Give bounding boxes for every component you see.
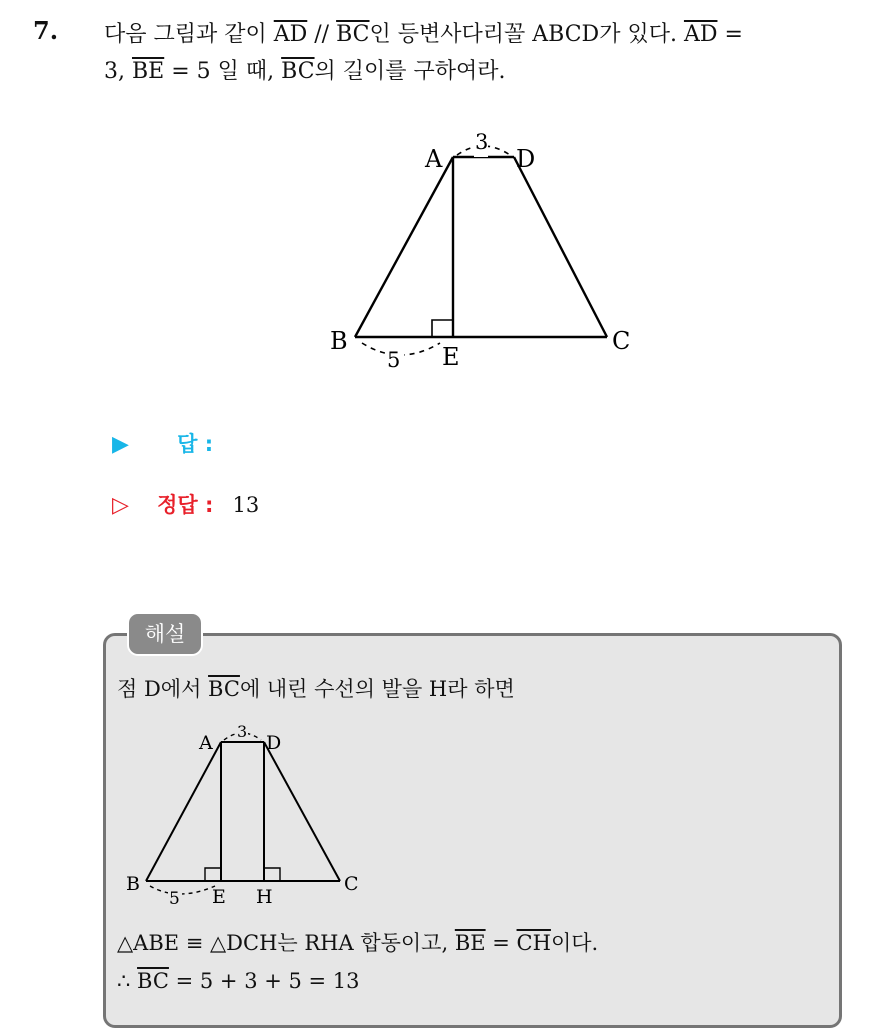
problem-number: 7. bbox=[33, 16, 59, 45]
solution-line-2: △ABE ≡ △DCH는 RHA 합동이고, $\overline{BE} = \overline{CH}$이다. bbox=[117, 931, 599, 955]
length-ad: 3 bbox=[237, 722, 248, 741]
label-c: C bbox=[612, 327, 631, 355]
problem-line-1: 다음 그림과 같이 $\overline{AD} // \overline{BC}$인 등변사다리꼴 ABCD가 있다. $\overline{AD}$ = bbox=[104, 22, 743, 47]
solution-segment-ch: $\overline{CH}$ bbox=[516, 931, 551, 955]
segment-be: $\overline{BE}$ bbox=[131, 59, 165, 84]
correct-answer-row bbox=[112, 489, 259, 519]
side-ab bbox=[146, 742, 221, 881]
right-angle-mark-h bbox=[264, 868, 280, 881]
label-a: A bbox=[199, 732, 213, 754]
answer-arrow-icon: ▶ bbox=[112, 432, 129, 457]
side-dc bbox=[264, 742, 340, 881]
segment-ad-2: $\overline{AD}$ bbox=[683, 22, 718, 47]
problem-line-2: 3, $\overline{BE} = 5$ 일 때, $\overline{BC}$의 길이를 구하여라. bbox=[104, 59, 506, 84]
label-e: E bbox=[442, 343, 460, 371]
label-a: A bbox=[425, 145, 443, 173]
segment-ad: $\overline{AD}$ bbox=[273, 22, 308, 47]
solution-line-3: ∴ $\overline{BC} = 5 + 3 + 5 = 13$ bbox=[117, 969, 360, 993]
label-c: C bbox=[344, 873, 359, 895]
correct-answer-value: 13 bbox=[232, 493, 260, 517]
label-d: D bbox=[266, 732, 282, 754]
label-h: H bbox=[256, 886, 273, 908]
solution-segment-be: $\overline{BE}$ bbox=[454, 931, 486, 955]
length-be: 5 bbox=[387, 348, 401, 372]
side-ab bbox=[355, 157, 453, 337]
right-angle-mark-e bbox=[205, 868, 221, 881]
length-ad: 3 bbox=[475, 130, 489, 154]
label-d: D bbox=[516, 145, 536, 173]
segment-bc-2: $\overline{BC}$ bbox=[281, 59, 315, 84]
right-angle-mark bbox=[432, 320, 453, 337]
dimension-arc-be bbox=[150, 886, 215, 894]
solution-figure bbox=[118, 722, 368, 912]
length-be: 5 bbox=[169, 889, 180, 909]
answer-label: 답 : bbox=[177, 432, 214, 456]
solution-line-1: 점 D에서 $\overline{BC}$에 내린 수선의 발을 H라 하면 bbox=[117, 677, 515, 701]
segment-bc: $\overline{BC}$ bbox=[336, 22, 370, 47]
solution-segment-bc-2: $\overline{BC}$ bbox=[137, 969, 169, 993]
trapezoid-figure bbox=[320, 115, 650, 385]
side-dc bbox=[514, 157, 607, 337]
correct-answer-label: 정답 : bbox=[157, 493, 214, 517]
problem-statement bbox=[104, 16, 864, 90]
solution-tag: 해설 bbox=[127, 612, 203, 656]
solution-segment-bc: $\overline{BC}$ bbox=[208, 677, 240, 701]
label-b: B bbox=[126, 873, 140, 895]
correct-answer-arrow-icon: ▷ bbox=[112, 493, 129, 518]
answer-row bbox=[112, 428, 213, 458]
label-e: E bbox=[212, 886, 226, 908]
label-b: B bbox=[330, 327, 348, 355]
